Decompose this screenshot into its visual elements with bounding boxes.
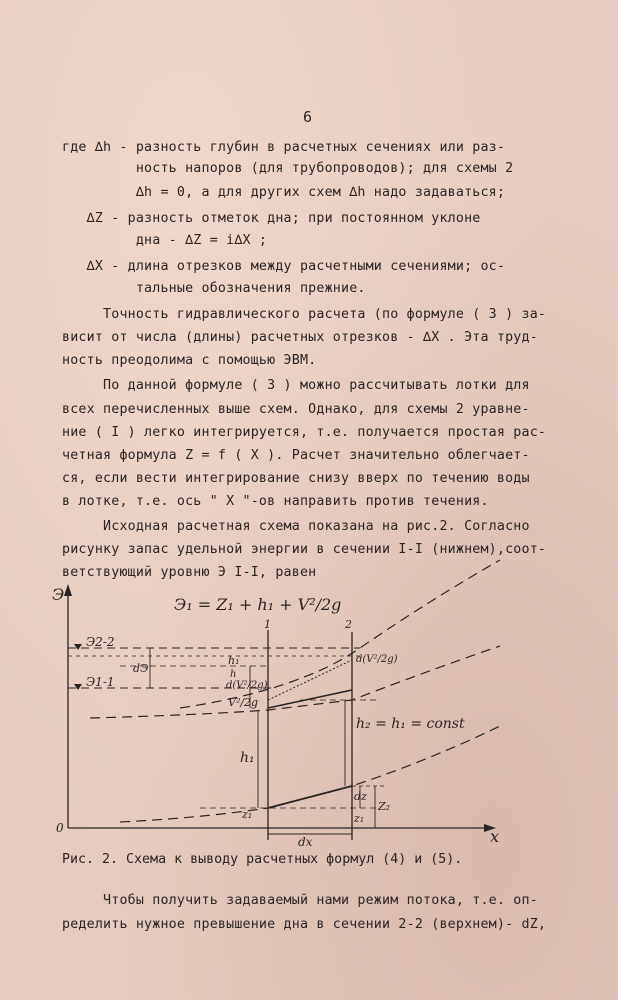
text-line: в лотке, т.е. ось " X "-ов направить против течения. bbox=[62, 494, 489, 509]
text-line: ∆X - длина отрезков между расчетными сечениями; ос- bbox=[62, 259, 506, 274]
section-1-label: 1 bbox=[264, 618, 271, 631]
text-line: висит от числа (длины) расчетных отрезков - ∆X . Эта труд- bbox=[62, 330, 538, 345]
h1-label: h₁ bbox=[240, 750, 255, 766]
text-line: всех перечисленных выше схем. Однако, для схемы 2 уравне- bbox=[62, 402, 530, 417]
level-marker-11 bbox=[74, 684, 82, 690]
dv2g-2-label: d(V²/2g) bbox=[356, 654, 398, 665]
text-line: ветствующий уровню Э I-I, равен bbox=[62, 565, 317, 580]
z2-label: Z₂ bbox=[378, 800, 391, 813]
page-number: 6 bbox=[303, 108, 313, 126]
text-line: ность напоров (для трубопроводов); для схемы 2 bbox=[62, 161, 514, 176]
v2g-label: V²/2g bbox=[228, 696, 259, 709]
text-line: ние ( I ) легко интегрируется, т.е. получается простая рас- bbox=[62, 425, 547, 440]
text-line: Исходная расчетная схема показана на рис.2. Согласно bbox=[62, 519, 530, 534]
de-label: dЭ bbox=[133, 662, 149, 675]
text-line: дна - ∆Z = i∆X ; bbox=[62, 233, 268, 248]
z1-label: z₁ bbox=[242, 808, 253, 821]
text-line: ∆h = 0, а для других схем ∆h надо задаваться; bbox=[62, 185, 506, 200]
dv2g-label: d(V²/2g) bbox=[226, 680, 268, 691]
energy-slope-dotted bbox=[268, 660, 352, 700]
formula: Э₁ = Z₁ + h₁ + V²/2g bbox=[174, 595, 342, 614]
y-axis-arrow bbox=[64, 584, 72, 596]
text-line: четная формула Z = f ( X ). Расчет значительно облегчает- bbox=[62, 448, 530, 463]
dx-label: dx bbox=[298, 835, 313, 849]
level-11-label: Э1-1 bbox=[86, 675, 115, 689]
axis-y-label: Э bbox=[52, 585, 65, 604]
text-line: ределить нужное превышение дна в сечении 2-2 (верхнем)- dZ, bbox=[62, 917, 547, 932]
text-line: Чтобы получить задаваемый нами режим потока, т.е. оп- bbox=[62, 893, 538, 908]
level-marker-22 bbox=[74, 644, 82, 650]
dz-label: dz bbox=[354, 790, 367, 803]
text-line: где ∆h - разность глубин в расчетных сечениях или раз- bbox=[62, 140, 506, 155]
text-line: ся, если вести интегрирование снизу вверх по течению воды bbox=[62, 471, 530, 486]
h-label: h bbox=[230, 669, 237, 680]
water-surface-dashed bbox=[90, 646, 500, 718]
figure-caption: Рис. 2. Схема к выводу расчетных формул (4) и (5). bbox=[62, 852, 463, 867]
section-2-label: 2 bbox=[345, 618, 352, 631]
text-line: рисунку запас удельной энергии в сечении I-I (нижнем),соот- bbox=[62, 542, 547, 557]
water-surface bbox=[268, 690, 352, 708]
text-line: Точность гидравлического расчета (по формуле ( 3 ) за- bbox=[62, 307, 547, 322]
z1b-label: z₁ bbox=[354, 812, 365, 825]
text-line: тальные обозначения прежние. bbox=[62, 281, 366, 296]
axis-x-label: x bbox=[490, 827, 500, 846]
text-line: ∆Z - разность отметок дна; при постоянном уклоне bbox=[62, 211, 481, 226]
text-line: ность преодолима с помощью ЭВМ. bbox=[62, 353, 317, 368]
h2-label: h₂ = h₁ = const bbox=[356, 716, 465, 732]
origin-label: 0 bbox=[56, 821, 64, 835]
h1-top-label: h₁ bbox=[228, 654, 240, 667]
channel-bottom bbox=[268, 786, 352, 808]
text-line: По данной формуле ( 3 ) можно рассчитывать лотки для bbox=[62, 378, 530, 393]
level-22-label: Э2-2 bbox=[86, 635, 115, 649]
